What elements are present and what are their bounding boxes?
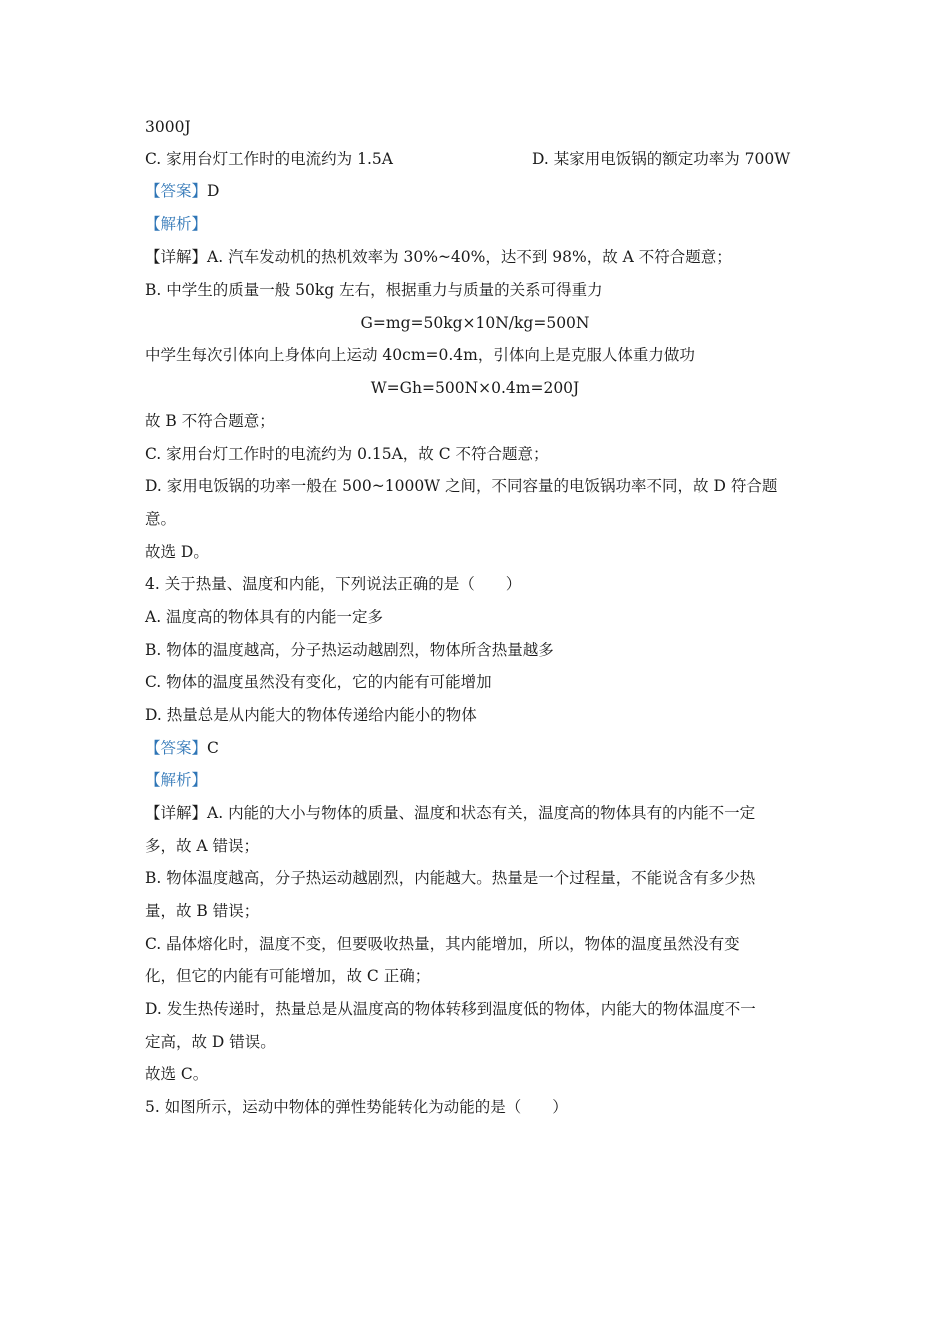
q4-detail-a1 [145,802,755,824]
q4-stem: 4. 关于热量、温度和内能，下列说法正确的是（ ） [145,575,522,593]
q4-detail-c1: C. 晶体熔化时，温度不变，但要吸收热量，其内能增加，所以，物体的温度虽然没有变 [145,935,740,953]
q3-detail-a [145,246,732,268]
q4-option-d: D. 热量总是从内能大的物体传递给内能小的物体 [145,706,477,724]
q4-detail-b1: B. 物体温度越高，分子热运动越剧烈，内能越大。热量是一个过程量，不能说含有多少热 [145,869,756,887]
q3-detail-b2: 中学生每次引体向上身体向上运动 40cm=0.4m，引体向上是克服人体重力做功 [145,346,695,364]
q4-detail-d2: 定高，故 D 错误。 [145,1033,276,1051]
q3-option-tail: 3000J [145,118,191,136]
answer-tag: 【答案】 [145,739,208,757]
q4-detail-a2: 多，故 A 错误； [145,837,260,855]
q4-detail-d1: D. 发生热传递时，热量总是从温度高的物体转移到温度低的物体，内能大的物体温度不一 [145,1000,756,1018]
answer-value: C [207,739,219,757]
q4-conclusion: 故选 C。 [145,1065,209,1083]
q3-detail-d1: D. 家用电饭锅的功率一般在 500~1000W 之间，不同容量的电饭锅功率不同，故 D 符合题 [145,477,778,495]
q4-answer [145,737,219,759]
q3-detail-d2: 意。 [145,510,177,528]
q5-stem: 5. 如图所示，运动中物体的弹性势能转化为动能的是（ ） [145,1098,568,1116]
q4-option-a: A. 温度高的物体具有的内能一定多 [145,608,384,626]
answer-value: D [207,182,220,200]
q4-detail-c2: 化，但它的内能有可能增加，故 C 正确； [145,967,431,985]
detail-tag: 【详解】 [145,804,208,822]
q4-detail-b2: 量，故 B 错误； [145,902,260,920]
q3-conclusion: 故选 D。 [145,543,209,561]
detail-tag: 【详解】 [145,248,208,266]
detail-text: A. 内能的大小与物体的质量、温度和状态有关，温度高的物体具有的内能不一定 [207,804,756,822]
q3-detail-b3: 故 B 不符合题意； [145,412,275,430]
q3-formula-2: W=Gh=500N×0.4m=200J [370,379,580,397]
q4-option-c: C. 物体的温度虽然没有变化，它的内能有可能增加 [145,673,492,691]
q3-detail-c: C. 家用台灯工作时的电流约为 0.15A，故 C 不符合题意； [145,445,549,463]
q3-option-c: C. 家用台灯工作时的电流约为 1.5A [145,150,393,168]
q3-detail-b1: B. 中学生的质量一般 50kg 左右，根据重力与质量的关系可得重力 [145,281,603,299]
q3-option-d: D. 某家用电饭锅的额定功率为 700W [532,150,791,168]
q3-formula-1: G=mg=50kg×10N/kg=500N [360,314,590,332]
q3-answer [145,180,219,202]
q4-analysis-tag: 【解析】 [145,771,208,789]
q4-option-b: B. 物体的温度越高，分子热运动越剧烈，物体所含热量越多 [145,641,554,659]
answer-tag: 【答案】 [145,182,208,200]
detail-text: A. 汽车发动机的热机效率为 30%~40%，达不到 98%，故 A 不符合题意； [207,248,732,266]
q3-analysis-tag: 【解析】 [145,215,208,233]
